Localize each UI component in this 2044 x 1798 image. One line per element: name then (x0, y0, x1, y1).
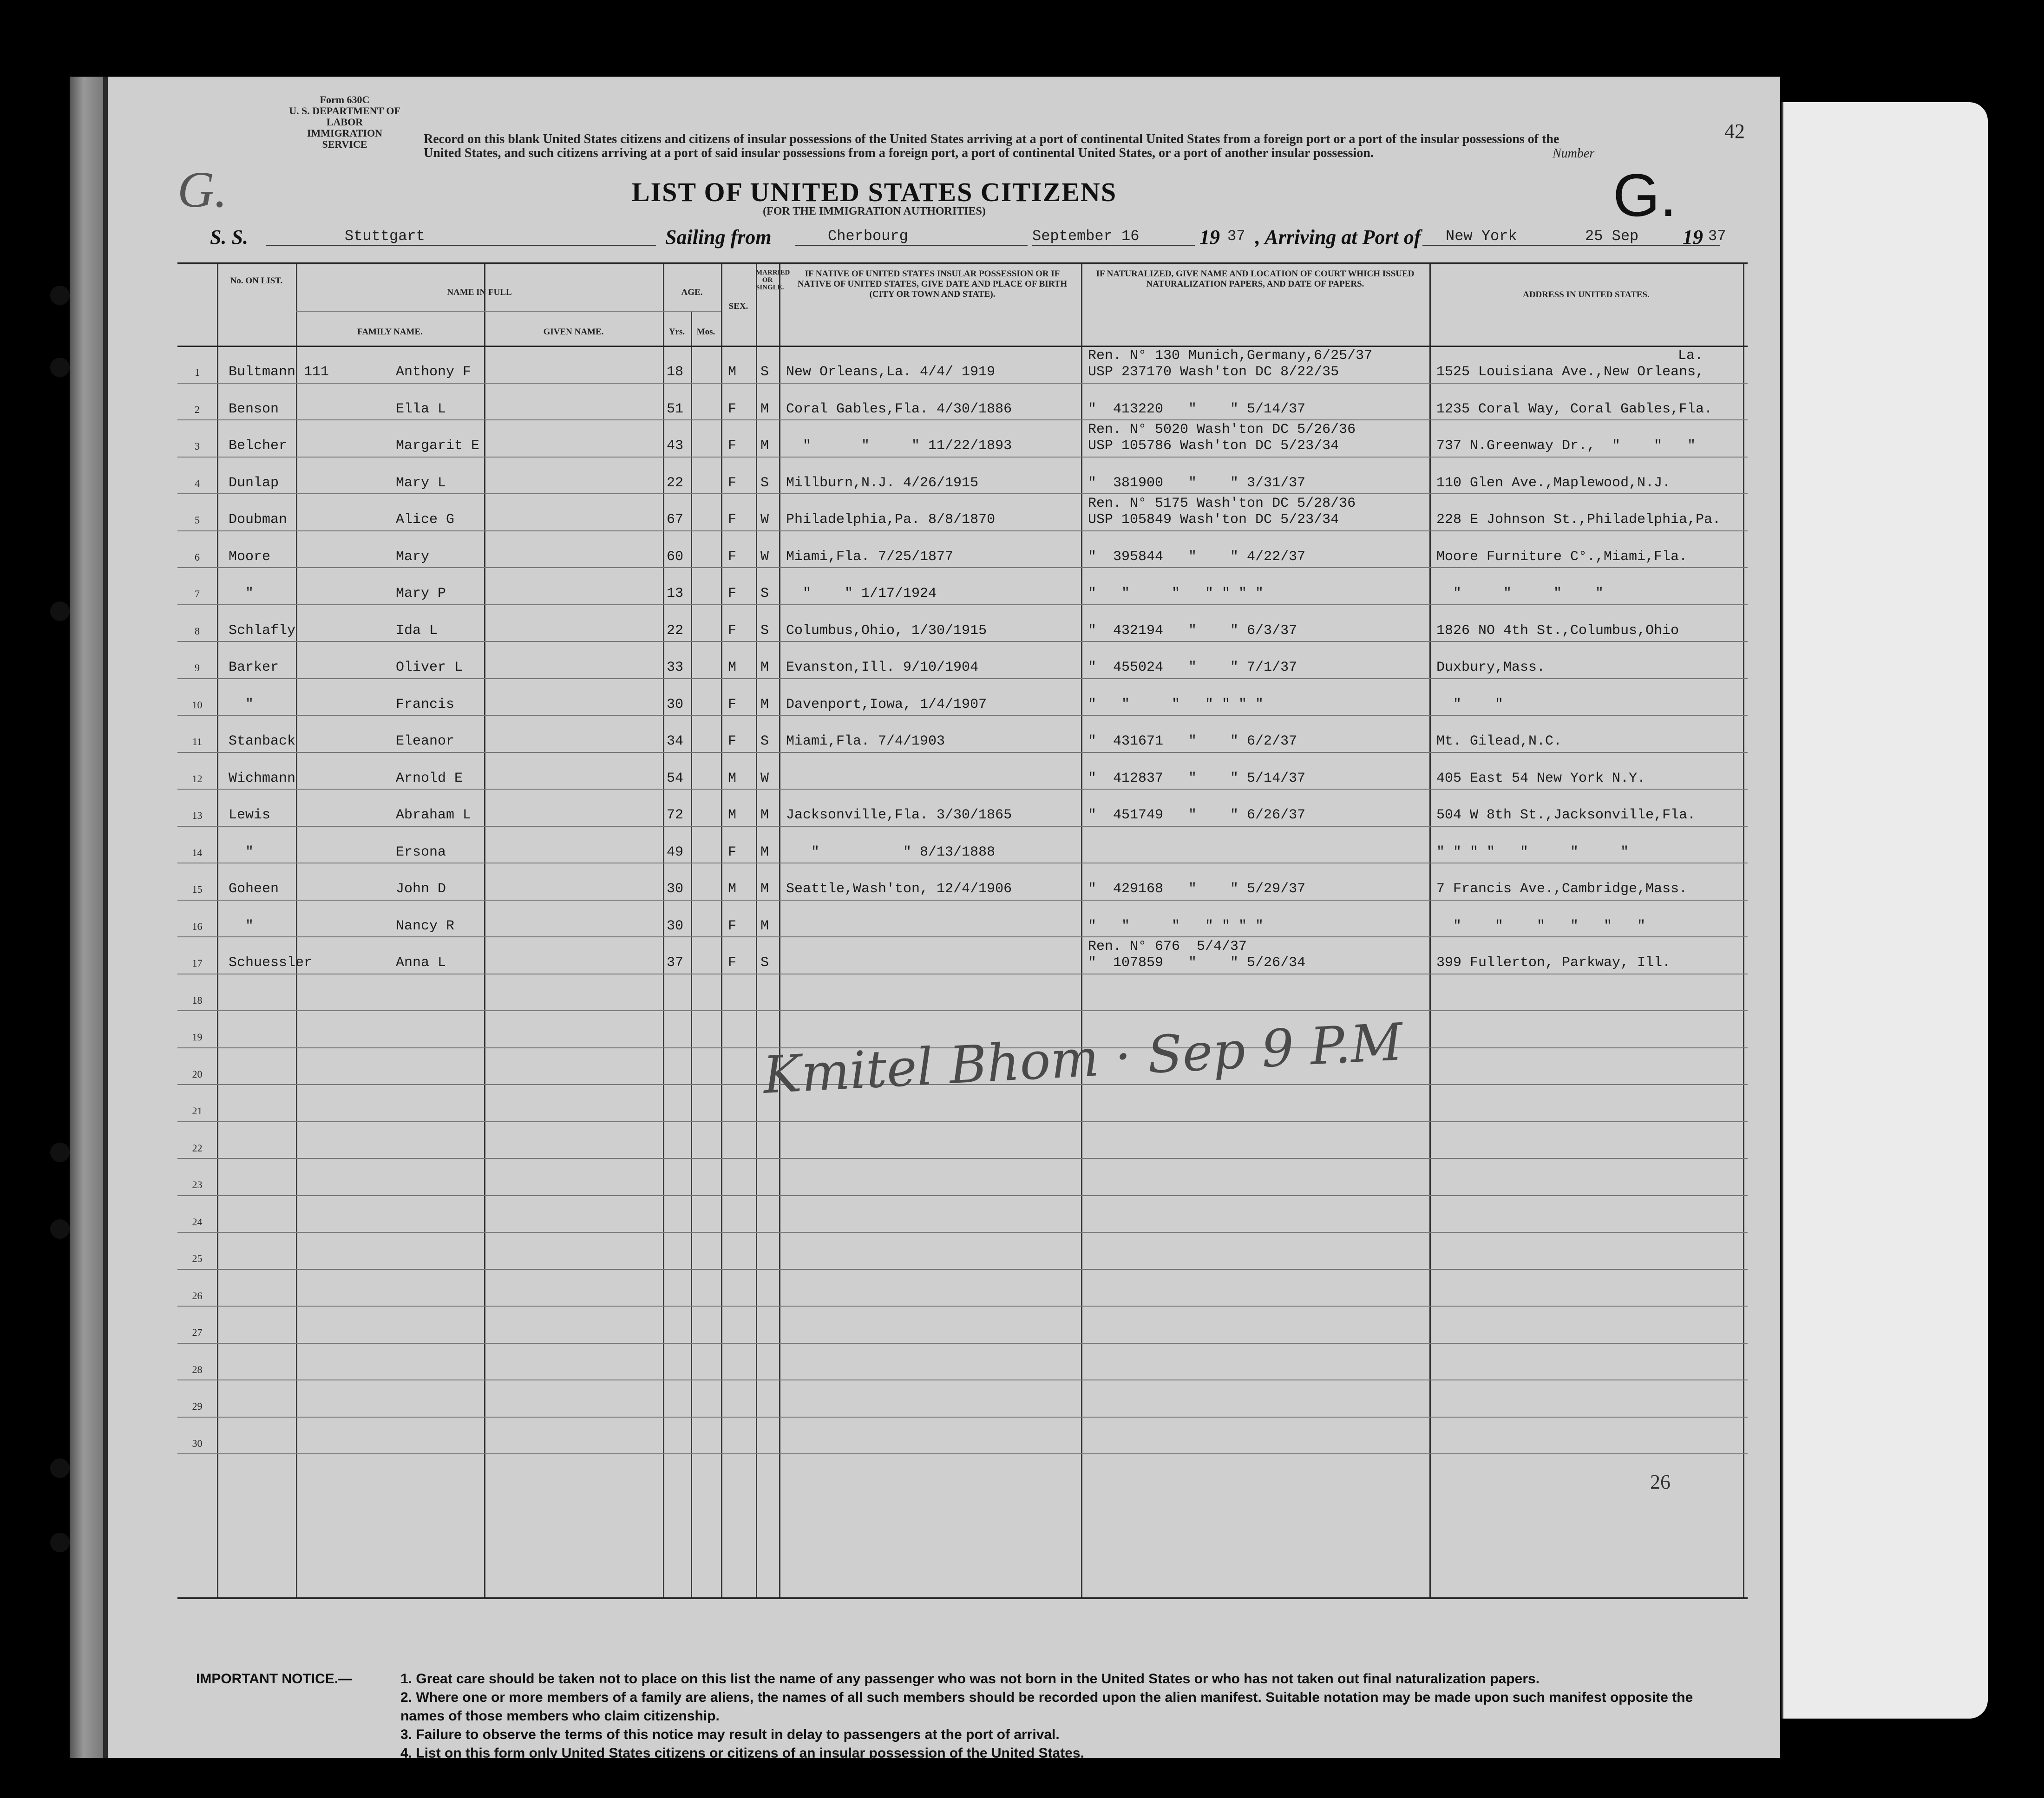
given-name: Ella L (396, 401, 446, 417)
row-rule (177, 1010, 1748, 1011)
address: " " " " " " (1436, 918, 1646, 934)
number-value: G. (1613, 161, 1677, 229)
sailing-date: September 16 (1032, 228, 1140, 245)
binder-hole (50, 1143, 70, 1162)
naturalization-renewal: Ren. N° 676 5/4/37 (1088, 939, 1247, 955)
notice-item: 4. List on this form only United States citizens or citizens of an insular possession of the United States. (400, 1746, 1084, 1761)
notice-label: IMPORTANT NOTICE.— (196, 1671, 353, 1687)
family-name: Stanback (229, 733, 296, 749)
sex: F (728, 512, 737, 528)
row-rule (177, 1417, 1748, 1418)
row-number: 18 (192, 994, 203, 1006)
given-name: Ida L (396, 622, 438, 639)
row-rule (177, 457, 1748, 458)
sailing-year-prefix: 19 (1199, 226, 1220, 248)
col-sex: SEX. (728, 301, 748, 311)
age-years: 51 (667, 401, 684, 417)
marital-status: W (760, 512, 769, 528)
given-name: Alice G (396, 512, 455, 528)
notice-item: 1. Great care should be taken not to place on this list the name of any passenger who was not born in the United States or who has not taken out final naturalization papers. (400, 1671, 1540, 1687)
family-name: Barker (229, 660, 279, 675)
row-rule (177, 1306, 1748, 1307)
inspector-signature: Kmitel Bhom · Sep 9 P.M (761, 1012, 1404, 1105)
row-rule (177, 1453, 1748, 1454)
marital-status: S (760, 622, 769, 639)
address: 1235 Coral Way, Coral Gables,Fla. (1436, 401, 1713, 417)
naturalization-papers: " " " " " " " (1088, 918, 1264, 934)
address-state-note: La. (1678, 348, 1703, 364)
family-name: Lewis (229, 807, 271, 823)
family-name: Schuessler (229, 955, 313, 971)
col-yrs: Yrs. (668, 327, 685, 337)
intro-text: Record on this blank United States citizens and citizens of insular possessions of the United States arriving at a port of continental United States from a foreign port or a port of the insular possessions of the United States, and such citizens arriving at a port of said insular possessions from a foreign port, a port of continental United States, or a port of another insular possession. (424, 132, 1559, 160)
birth-place-date: Evanston,Ill. 9/10/1904 (786, 660, 979, 675)
address: Mt. Gilead,N.C. (1436, 733, 1562, 749)
naturalization-renewal: Ren. N° 130 Munich,Germany,6/25/37 (1088, 348, 1373, 364)
family-name: Bultmann 111 (229, 364, 329, 380)
naturalization-papers: " 395844 " " 4/22/37 (1088, 549, 1306, 565)
col-no: No. ON LIST. (230, 276, 283, 286)
row-number: 10 (192, 699, 203, 711)
marital-status: W (760, 549, 769, 565)
naturalization-papers: " 381900 " " 3/31/37 (1088, 475, 1306, 491)
row-rule (177, 1343, 1748, 1344)
age-years: 22 (667, 622, 684, 639)
age-years: 22 (667, 475, 684, 491)
naturalization-renewal: Ren. N° 5020 Wash'ton DC 5/26/36 (1088, 422, 1356, 438)
arriving-label: , Arriving at Port of (1255, 226, 1421, 248)
arrival-year: 37 (1708, 228, 1726, 245)
family-name: Dunlap (229, 475, 279, 491)
age-years: 13 (667, 586, 684, 602)
row-rule (177, 604, 1748, 605)
age-years: 67 (667, 512, 684, 528)
row-number: 29 (192, 1400, 203, 1412)
given-name: Nancy R (396, 918, 455, 934)
age-years: 33 (667, 660, 684, 675)
sex: F (728, 549, 737, 565)
arrival-port: New York (1446, 228, 1517, 245)
binder-hole (50, 1458, 70, 1478)
sex: M (728, 660, 737, 675)
row-rule (177, 493, 1748, 494)
family-name: " (229, 696, 254, 713)
family-name: Wichmann (229, 770, 296, 786)
address: " " (1436, 696, 1504, 713)
handwritten-mark: G. (177, 161, 227, 218)
footer-number: 26 (1650, 1471, 1671, 1493)
marital-status: M (760, 438, 769, 454)
row-rule (177, 789, 1748, 790)
given-name: Margarit E (396, 438, 480, 454)
row-number: 27 (192, 1327, 203, 1338)
age-years: 49 (667, 844, 684, 860)
birth-place-date: " " 1/17/1924 (786, 586, 937, 602)
col-naturalized: IF NATURALIZED, GIVE NAME AND LOCATION OF COURT WHICH ISSUED NATURALIZATION PAPERS, AND DATE OF PAPERS. (1096, 269, 1415, 289)
row-number: 19 (192, 1031, 203, 1043)
sex: M (728, 807, 737, 823)
row-number: 26 (192, 1289, 203, 1301)
row-rule (177, 936, 1748, 937)
naturalization-papers: " 455024 " " 7/1/37 (1088, 660, 1297, 675)
birth-place-date: Miami,Fla. 7/25/1877 (786, 549, 954, 565)
sex: F (728, 918, 737, 934)
row-number: 9 (195, 662, 200, 673)
family-name: " (229, 844, 254, 860)
given-name: Oliver L (396, 660, 463, 675)
row-rule (177, 567, 1748, 568)
sailing-label: Sailing from (665, 226, 772, 248)
address: 405 East 54 New York N.Y. (1436, 770, 1646, 786)
binder-edge (70, 77, 105, 1758)
marital-status: M (760, 918, 769, 934)
row-number: 14 (192, 846, 203, 858)
row-rule (177, 1195, 1748, 1196)
arrival-year-prefix: 19 (1683, 226, 1703, 248)
age-years: 18 (667, 364, 684, 380)
col-age: AGE. (681, 288, 703, 297)
row-number: 30 (192, 1437, 203, 1449)
row-number: 4 (195, 477, 200, 489)
col-married: MARRIED OR SINGLE. (756, 269, 790, 291)
birth-place-date: " " 8/13/1888 (786, 844, 996, 860)
naturalization-papers: " " " " " " " (1088, 696, 1264, 713)
naturalization-papers: " 412837 " " 5/14/37 (1088, 770, 1306, 786)
binder-hole (50, 358, 70, 377)
row-number: 16 (192, 920, 203, 932)
birth-place-date: Columbus,Ohio, 1/30/1915 (786, 622, 987, 639)
row-rule (177, 1269, 1748, 1270)
address: Duxbury,Mass. (1436, 660, 1546, 675)
row-rule (177, 678, 1748, 679)
naturalization-renewal: Ren. N° 5175 Wash'ton DC 5/28/36 (1088, 496, 1356, 511)
given-name: Anthony F (396, 364, 472, 380)
naturalization-papers: " " " " " " " (1088, 586, 1264, 602)
row-number: 15 (192, 883, 203, 895)
row-rule (177, 383, 1748, 384)
ship-name: Stuttgart (345, 228, 425, 245)
naturalization-papers: USP 237170 Wash'ton DC 8/22/35 (1088, 364, 1339, 380)
row-rule (177, 715, 1748, 716)
family-name: " (229, 586, 254, 602)
sex: F (728, 733, 737, 749)
row-number: 12 (192, 772, 203, 785)
row-rule (177, 900, 1748, 901)
address: 399 Fullerton, Parkway, Ill. (1436, 955, 1671, 971)
row-number: 24 (192, 1216, 203, 1228)
row-number: 3 (195, 440, 200, 452)
birth-place-date: Jacksonville,Fla. 3/30/1865 (786, 807, 1012, 823)
manifest-table (177, 262, 1748, 1599)
col-native: IF NATIVE OF UNITED STATES INSULAR POSSESSION OR IF NATIVE OF UNITED STATES, GIVE DATE AND PLACE OF BIRTH (CITY OR TOWN AND STATE). (797, 269, 1068, 299)
sex: F (728, 844, 737, 860)
age-years: 30 (667, 881, 684, 897)
naturalization-papers: " 451749 " " 6/26/37 (1088, 807, 1306, 823)
marital-status: S (760, 364, 769, 380)
binder-hole (50, 286, 70, 305)
row-rule (177, 419, 1748, 420)
family-name: Moore (229, 549, 271, 565)
sailing-from: Cherbourg (828, 228, 908, 245)
row-number: 2 (195, 403, 200, 415)
age-years: 60 (667, 549, 684, 565)
given-name: Ersona (396, 844, 446, 860)
age-years: 72 (667, 807, 684, 823)
address: " " " " (1436, 586, 1604, 602)
sex: F (728, 696, 737, 713)
col-mos: Mos. (696, 327, 715, 337)
binder-hole (50, 602, 70, 621)
address: 504 W 8th St.,Jacksonville,Fla. (1436, 807, 1696, 823)
arrival-date: 25 Sep (1585, 228, 1639, 245)
sex: M (728, 770, 737, 786)
address: Moore Furniture C°.,Miami,Fla. (1436, 549, 1688, 565)
next-page-edge (1782, 102, 1988, 1719)
given-name: Eleanor (396, 733, 455, 749)
row-number: 5 (195, 514, 200, 526)
row-number: 11 (192, 736, 203, 747)
address: 7 Francis Ave.,Cambridge,Mass. (1436, 881, 1688, 897)
age-years: 30 (667, 918, 684, 934)
given-name: Arnold E (396, 770, 463, 786)
row-rule (177, 752, 1748, 753)
marital-status: S (760, 955, 769, 971)
birth-place-date: Philadelphia,Pa. 8/8/1870 (786, 512, 996, 528)
age-years: 54 (667, 770, 684, 786)
marital-status: M (760, 844, 769, 860)
row-number: 28 (192, 1363, 203, 1375)
col-address: ADDRESS IN UNITED STATES. (1523, 290, 1650, 300)
page-subtitle: (FOR THE IMMIGRATION AUTHORITIES) (763, 205, 986, 217)
row-number: 1 (195, 366, 200, 378)
birth-place-date: New Orleans,La. 4/4/ 1919 (786, 364, 996, 380)
marital-status: M (760, 401, 769, 417)
manifest-page (103, 77, 1780, 1761)
number-label: Number (1553, 146, 1595, 161)
page-number: 42 (1724, 120, 1745, 143)
marital-status: S (760, 586, 769, 602)
given-name: Mary L (396, 475, 446, 491)
family-name: " (229, 918, 254, 934)
sex: M (728, 881, 737, 897)
birth-place-date: Coral Gables,Fla. 4/30/1886 (786, 401, 1012, 417)
marital-status: M (760, 807, 769, 823)
notice-item: 2. Where one or more members of a family are aliens, the names of all such members should be recorded upon the alien manifest. Suitable notation may be made upon such manifest opposite the names of those members who claim citizenship. (400, 1690, 1693, 1724)
binder-hole (50, 1533, 70, 1552)
row-number: 7 (195, 588, 200, 600)
row-number: 20 (192, 1068, 203, 1080)
col-given: GIVEN NAME. (543, 327, 604, 337)
sex: F (728, 622, 737, 639)
sex: F (728, 475, 737, 491)
address: 737 N.Greenway Dr., " " " (1436, 438, 1696, 454)
marital-status: M (760, 881, 769, 897)
address: " " " " " " " (1436, 844, 1629, 860)
given-name: John D (396, 881, 446, 897)
row-number: 17 (192, 957, 203, 969)
naturalization-papers: " 431671 " " 6/2/37 (1088, 733, 1297, 749)
sailing-year: 37 (1227, 228, 1245, 245)
family-name: Doubman (229, 512, 288, 528)
row-rule (177, 1232, 1748, 1233)
age-years: 37 (667, 955, 684, 971)
birth-place-date: Seattle,Wash'ton, 12/4/1906 (786, 881, 1012, 897)
family-name: Schlafly (229, 622, 296, 639)
address: 228 E Johnson St.,Philadelphia,Pa. (1436, 512, 1721, 528)
naturalization-papers: " 413220 " " 5/14/37 (1088, 401, 1306, 417)
sex: F (728, 438, 737, 454)
marital-status: M (760, 660, 769, 675)
binder-hole (50, 1219, 70, 1239)
col-name-in-full: NAME IN FULL (447, 288, 512, 297)
sex: F (728, 955, 737, 971)
row-number: 23 (192, 1179, 203, 1190)
family-name: Belcher (229, 438, 288, 454)
row-rule (177, 826, 1748, 827)
marital-status: M (760, 696, 769, 713)
row-number: 22 (192, 1142, 203, 1154)
address: 1525 Louisiana Ave.,New Orleans, (1436, 364, 1704, 380)
given-name: Abraham L (396, 807, 472, 823)
row-number: 25 (192, 1253, 203, 1264)
family-name: Benson (229, 401, 279, 417)
marital-status: W (760, 770, 769, 786)
row-number: 21 (192, 1105, 203, 1117)
address: 1826 NO 4th St.,Columbus,Ohio (1436, 622, 1679, 639)
row-rule (177, 1121, 1748, 1122)
row-number: 6 (195, 551, 200, 563)
naturalization-papers: " 429168 " " 5/29/37 (1088, 881, 1306, 897)
marital-status: S (760, 733, 769, 749)
row-rule (177, 1158, 1748, 1159)
address: 110 Glen Ave.,Maplewood,N.J. (1436, 475, 1671, 491)
given-name: Mary P (396, 586, 446, 602)
form-identifier: Form 630C U. S. DEPARTMENT OF LABOR IMMIGRATION SERVICE (289, 94, 400, 150)
notice-item: 3. Failure to observe the terms of this notice may result in delay to passengers at the port of arrival. (400, 1727, 1060, 1742)
naturalization-papers: USP 105849 Wash'ton DC 5/23/34 (1088, 512, 1339, 528)
birth-place-date: Millburn,N.J. 4/26/1915 (786, 475, 979, 491)
naturalization-papers: " 432194 " " 6/3/37 (1088, 622, 1297, 639)
family-name: Goheen (229, 881, 279, 897)
birth-place-date: Davenport,Iowa, 1/4/1907 (786, 696, 987, 713)
birth-place-date: " " " 11/22/1893 (786, 438, 1012, 454)
birth-place-date: Miami,Fla. 7/4/1903 (786, 733, 945, 749)
row-number: 8 (195, 625, 200, 637)
row-rule (177, 641, 1748, 642)
sex: F (728, 586, 737, 602)
row-number: 13 (192, 810, 203, 821)
given-name: Francis (396, 696, 455, 713)
col-family: FAMILY NAME. (357, 327, 423, 337)
age-years: 34 (667, 733, 684, 749)
naturalization-papers: USP 105786 Wash'ton DC 5/23/34 (1088, 438, 1339, 454)
age-years: 43 (667, 438, 684, 454)
given-name: Mary (396, 549, 430, 565)
naturalization-papers: " 107859 " " 5/26/34 (1088, 955, 1306, 971)
sex: F (728, 401, 737, 417)
sex: M (728, 364, 737, 380)
marital-status: S (760, 475, 769, 491)
page-title: LIST OF UNITED STATES CITIZENS (631, 177, 1117, 207)
row-rule (177, 530, 1748, 531)
age-years: 30 (667, 696, 684, 713)
given-name: Anna L (396, 955, 446, 971)
ss-label: S. S. (210, 226, 248, 248)
